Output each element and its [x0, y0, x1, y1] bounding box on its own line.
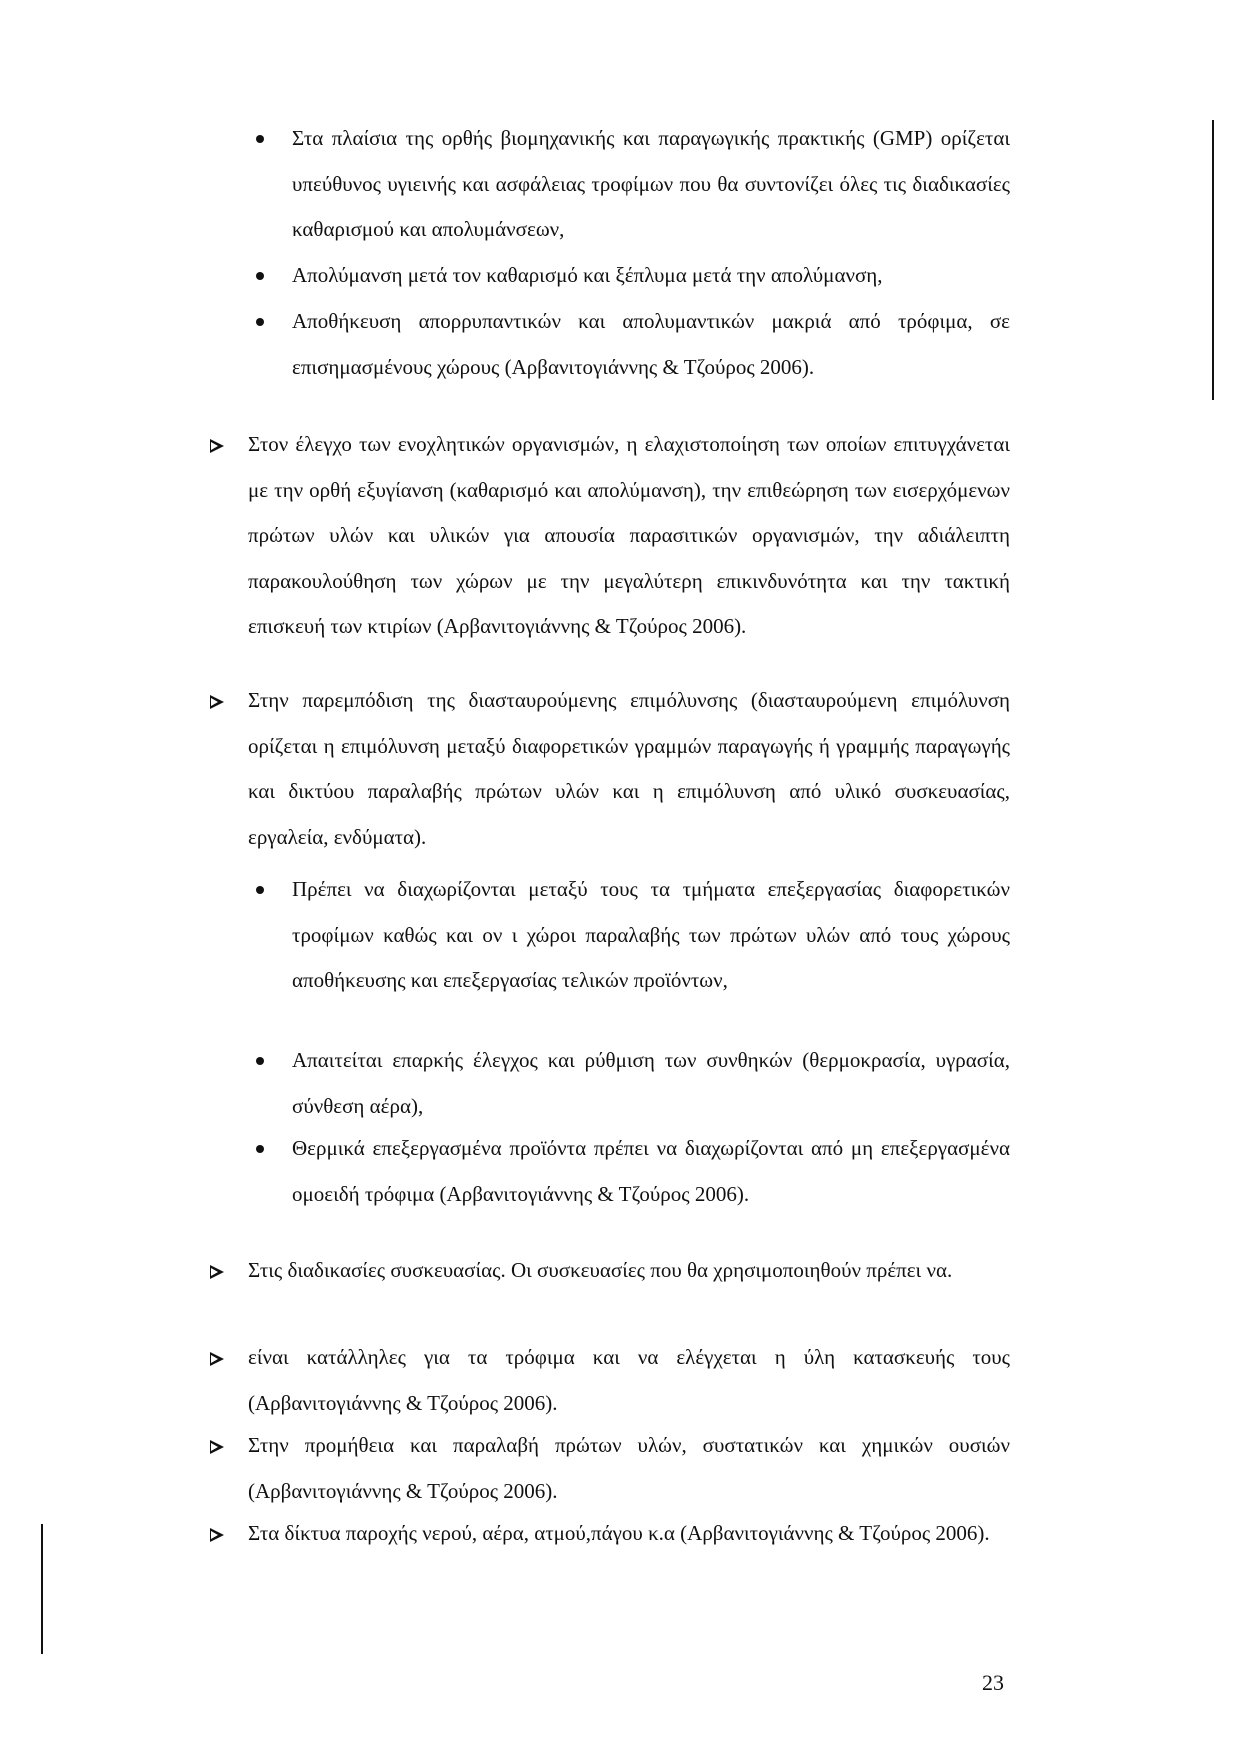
page-number: 23 [982, 1670, 1004, 1695]
paragraph-text: Απαιτείται επαρκής έλεγχος και ρύθμιση των συνθηκών (θερμοκρασία, υγρασία, σύνθεση αέρα), [292, 1048, 1010, 1118]
bullet-paragraph [292, 253, 1010, 299]
right-margin-rule [1212, 120, 1214, 400]
bullet-dot-icon [256, 272, 264, 280]
paragraph-text: Στα πλαίσια της ορθής βιομηχανικής και παραγωγικής πρακτικής (GMP) ορίζεται υπεύθυνος υγιεινής και ασφάλειας τροφίμων που θα συντονίζει όλες τις διαδικασίες καθαρισμού και απολυμάνσεων, [292, 126, 1010, 241]
bullet-paragraph [292, 867, 1010, 1004]
paragraph-text: Στον έλεγχο των ενοχλητικών οργανισμών, η ελαχιστοποίηση των οποίων επιτυγχάνεται με την ορθή εξυγίανση (καθαρισμό και απολύμανση), την επιθεώρηση των εισερχόμενων πρώτων υλών και υλικών για απουσία παρασιτικών οργανισμών, την αδιάλειπτη παρακουλούθηση των χώρων με την μεγαλύτερη επικινδυνότητα και την τακτική επισκευή των κτιρίων (Αρβανιτογιάννης & Τζούρος 2006). [248, 432, 1010, 638]
arrow-paragraph [248, 1423, 1010, 1514]
arrow-bullet-icon [210, 439, 224, 453]
arrow-bullet-icon [210, 695, 224, 709]
bullet-paragraph [292, 1126, 1010, 1217]
paragraph-text: Στα δίκτυα παροχής νερού, αέρα, ατμού,πάγου κ.α (Αρβανιτογιάννης & Τζούρος 2006). [248, 1521, 990, 1545]
paragraph-text: είναι κατάλληλες για τα τρόφιμα και να ελέγχεται η ύλη κατασκευής τους (Αρβανιτογιάννης & Τζούρος 2006). [248, 1345, 1010, 1415]
arrow-bullet-icon [210, 1528, 224, 1542]
paragraph-text: Πρέπει να διαχωρίζονται μεταξύ τους τα τμήματα επεξεργασίας διαφορετικών τροφίμων καθώς και ον ι χώροι παραλαβής των πρώτων υλών από τους χώρους αποθήκευσης και επεξεργασίας τελικών προϊόντων, [292, 877, 1010, 992]
paragraph-text: Στις διαδικασίες συσκευασίας. Οι συσκευασίες που θα χρησιμοποιηθούν πρέπει να. [248, 1258, 953, 1282]
bullet-dot-icon [256, 1145, 264, 1153]
arrow-paragraph [248, 1248, 1010, 1294]
arrow-bullet-icon [210, 1265, 224, 1279]
paragraph-text: Απολύμανση μετά τον καθαρισμό και ξέπλυμα μετά την απολύμανση, [292, 263, 883, 287]
bullet-paragraph [292, 299, 1010, 390]
paragraph-text: Στην παρεμπόδιση της διασταυρούμενης επιμόλυνσης (διασταυρούμενη επιμόλυνση ορίζεται η επιμόλυνση μεταξύ διαφορετικών γραμμών παραγωγής ή γραμμής παραγωγής και δικτύου παραλαβής πρώτων υλών και η επιμόλυνση από υλικό συσκευασίας, εργαλεία, ενδύματα). [248, 688, 1010, 849]
paragraph-text: Αποθήκευση απορρυπαντικών και απολυμαντικών μακριά από τρόφιμα, σε επισημασμένους χώρους (Αρβανιτογιάννης & Τζούρος 2006). [292, 309, 1010, 379]
arrow-paragraph [248, 1511, 1010, 1557]
bullet-paragraph [292, 116, 1010, 253]
arrow-paragraph [248, 678, 1010, 860]
paragraph-text: Στην προμήθεια και παραλαβή πρώτων υλών, συστατικών και χημικών ουσιών (Αρβανιτογιάννης & Τζούρος 2006). [248, 1433, 1010, 1503]
arrow-paragraph [248, 1335, 1010, 1426]
bullet-dot-icon [256, 318, 264, 326]
paragraph-text: Θερμικά επεξεργασμένα προϊόντα πρέπει να διαχωρίζονται από μη επεξεργασμένα ομοειδή τρόφιμα (Αρβανιτογιάννης & Τζούρος 2006). [292, 1136, 1010, 1206]
bullet-dot-icon [256, 135, 264, 143]
arrow-bullet-icon [210, 1440, 224, 1454]
arrow-paragraph [248, 422, 1010, 650]
bullet-dot-icon [256, 1057, 264, 1065]
arrow-bullet-icon [210, 1352, 224, 1366]
bullet-dot-icon [256, 886, 264, 894]
left-margin-rule [41, 1524, 43, 1654]
bullet-paragraph [292, 1038, 1010, 1129]
